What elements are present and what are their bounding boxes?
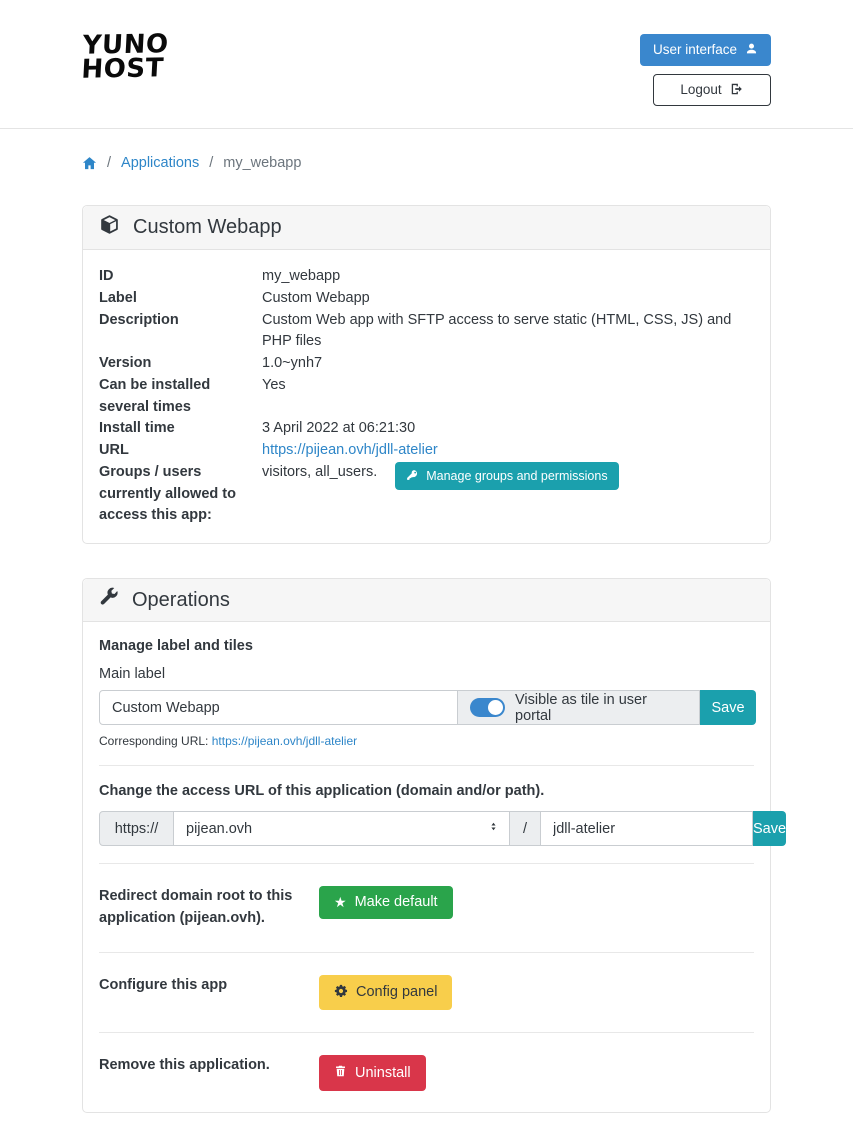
app-info-panel-title: Custom Webapp bbox=[133, 216, 282, 238]
cube-icon bbox=[99, 214, 120, 241]
info-row-install-time: Install time 3 April 2022 at 06:21:30 bbox=[99, 420, 416, 437]
home-icon[interactable] bbox=[82, 156, 97, 171]
wrench-icon bbox=[99, 587, 119, 613]
logout-label: Logout bbox=[680, 82, 722, 97]
user-icon bbox=[745, 42, 758, 58]
info-row-id: ID my_webapp bbox=[99, 268, 341, 284]
path-separator-addon: / bbox=[510, 811, 541, 846]
top-bar bbox=[82, 0, 771, 128]
config-panel-button-label: Config panel bbox=[356, 984, 438, 1000]
toggle-knob bbox=[488, 700, 503, 715]
breadcrumb-separator: / bbox=[107, 155, 112, 171]
operations-panel-title: Operations bbox=[132, 588, 230, 611]
section-divider bbox=[99, 765, 754, 766]
breadcrumb-applications-link[interactable]: Applications bbox=[121, 155, 200, 171]
section-divider bbox=[99, 952, 754, 953]
key-icon bbox=[406, 469, 418, 484]
main-label-caption: Main label bbox=[99, 666, 166, 682]
yunohost-logo[interactable] bbox=[80, 29, 170, 85]
trash-icon bbox=[334, 1064, 347, 1082]
save-label-button[interactable]: Save bbox=[700, 690, 756, 725]
logo-line-2: HOST bbox=[80, 53, 165, 85]
corresponding-url-note bbox=[99, 734, 754, 748]
save-url-button[interactable]: Save bbox=[753, 811, 786, 846]
info-row-version: Version 1.0~ynh7 bbox=[99, 355, 323, 371]
access-url-input-group bbox=[99, 811, 787, 846]
breadcrumb bbox=[82, 129, 771, 171]
operations-panel bbox=[82, 578, 787, 1113]
make-default-row bbox=[99, 881, 754, 935]
app-info-panel-body bbox=[83, 250, 770, 543]
uninstall-button[interactable] bbox=[319, 1055, 426, 1091]
scheme-addon: https:// bbox=[99, 811, 174, 846]
corresponding-url-caption: Corresponding URL: bbox=[99, 734, 209, 748]
star-icon: ★ bbox=[334, 894, 347, 911]
visible-tile-toggle[interactable] bbox=[470, 698, 505, 717]
app-url-link[interactable]: https://pijean.ovh/jdll-atelier bbox=[262, 442, 438, 458]
uninstall-label: Remove this application. bbox=[99, 1057, 270, 1073]
config-panel-button[interactable] bbox=[319, 975, 452, 1011]
info-row-description: Description Custom Web app with SFTP access to serve static (HTML, CSS, JS) and PHP files bbox=[99, 311, 732, 350]
main-label-input-group bbox=[99, 690, 756, 725]
main-label-input[interactable] bbox=[99, 690, 458, 725]
operations-panel-header bbox=[83, 579, 770, 622]
operations-panel-body bbox=[83, 622, 787, 1112]
app-info-panel bbox=[82, 205, 771, 544]
domain-select[interactable] bbox=[174, 811, 510, 846]
make-default-button[interactable] bbox=[319, 886, 453, 919]
visible-tile-label[interactable]: Visible as tile in user portal bbox=[515, 691, 647, 724]
config-panel-label: Configure this app bbox=[99, 976, 228, 993]
config-panel-row bbox=[99, 970, 754, 1016]
section-divider bbox=[99, 1032, 754, 1033]
info-row-multi-install: Can be installed several times Yes bbox=[99, 376, 286, 415]
uninstall-row bbox=[99, 1050, 754, 1096]
corresponding-url-link[interactable]: https://pijean.ovh/jdll-atelier bbox=[211, 734, 358, 748]
user-interface-label: User interface bbox=[652, 42, 737, 57]
info-row-url: URL https://pijean.ovh/jdll-atelier bbox=[99, 442, 438, 458]
uninstall-button-label: Uninstall bbox=[355, 1064, 411, 1081]
make-default-label: Redirect domain root to this application (pijean.ovh). bbox=[99, 888, 293, 926]
logout-button[interactable] bbox=[653, 74, 771, 107]
manage-groups-button[interactable] bbox=[395, 462, 618, 491]
manage-groups-label: Manage groups and permissions bbox=[426, 468, 608, 483]
visible-tile-addon bbox=[458, 690, 700, 725]
logout-icon bbox=[730, 82, 744, 99]
path-input[interactable] bbox=[541, 811, 753, 846]
info-row-groups: Groups / users currently allowed to access this app: visitors, all_users. Manage groups and permissions bbox=[99, 462, 754, 527]
groups-value: visitors, all_users. bbox=[262, 463, 378, 480]
header-actions bbox=[640, 34, 771, 106]
section-divider bbox=[99, 863, 754, 864]
logo-line-1: YUNO bbox=[81, 29, 170, 61]
make-default-button-label: Make default bbox=[354, 894, 438, 910]
change-url-heading: Change the access URL of this application (domain and/or path). bbox=[99, 783, 545, 799]
breadcrumb-current: my_webapp bbox=[223, 155, 302, 171]
user-interface-button[interactable] bbox=[640, 34, 771, 66]
info-row-label: Label Custom Webapp bbox=[99, 289, 370, 306]
select-arrows-icon bbox=[488, 820, 499, 837]
app-info-panel-header bbox=[83, 206, 770, 250]
breadcrumb-separator: / bbox=[209, 155, 214, 171]
manage-label-heading: Manage label and tiles bbox=[99, 638, 253, 654]
gear-icon bbox=[334, 984, 348, 1002]
domain-select-value: pijean.ovh bbox=[186, 820, 253, 837]
